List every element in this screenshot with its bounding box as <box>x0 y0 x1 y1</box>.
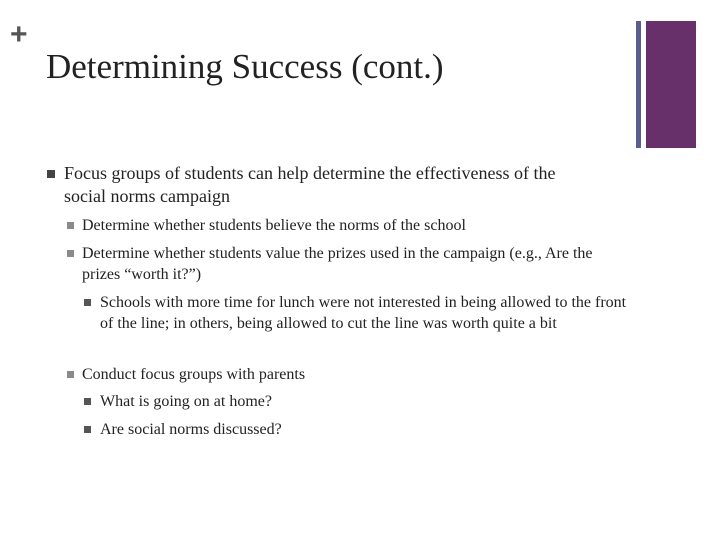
bullet-item: Focus groups of students can help determine the effectiveness of the social norms campaign <box>64 163 556 206</box>
bullet-item: Are social norms discussed? <box>100 421 282 438</box>
bullet-marker <box>67 222 74 229</box>
bullet-item: Determine whether students believe the norms of the school <box>82 217 466 234</box>
bullet-marker <box>84 398 91 405</box>
bullet-marker <box>47 170 55 178</box>
bullet-item: What is going on at home? <box>100 393 272 410</box>
bullet-item: Schools with more time for lunch were not interested in being allowed to the front of the line; in others, being allowed to cut the line was worth quite a bit <box>100 294 627 332</box>
bullet-marker <box>67 371 74 378</box>
bullet-item: Determine whether students value the prizes used in the campaign (e.g., Are the prizes “worth it?”) <box>82 245 593 283</box>
bullet-marker <box>84 299 91 306</box>
bullet-marker <box>67 250 74 257</box>
plus-mark: + <box>10 18 28 51</box>
bullet-marker <box>84 426 91 433</box>
bullet-item: Conduct focus groups with parents <box>82 366 306 383</box>
slide-title: Determining Success (cont.) <box>46 47 444 86</box>
